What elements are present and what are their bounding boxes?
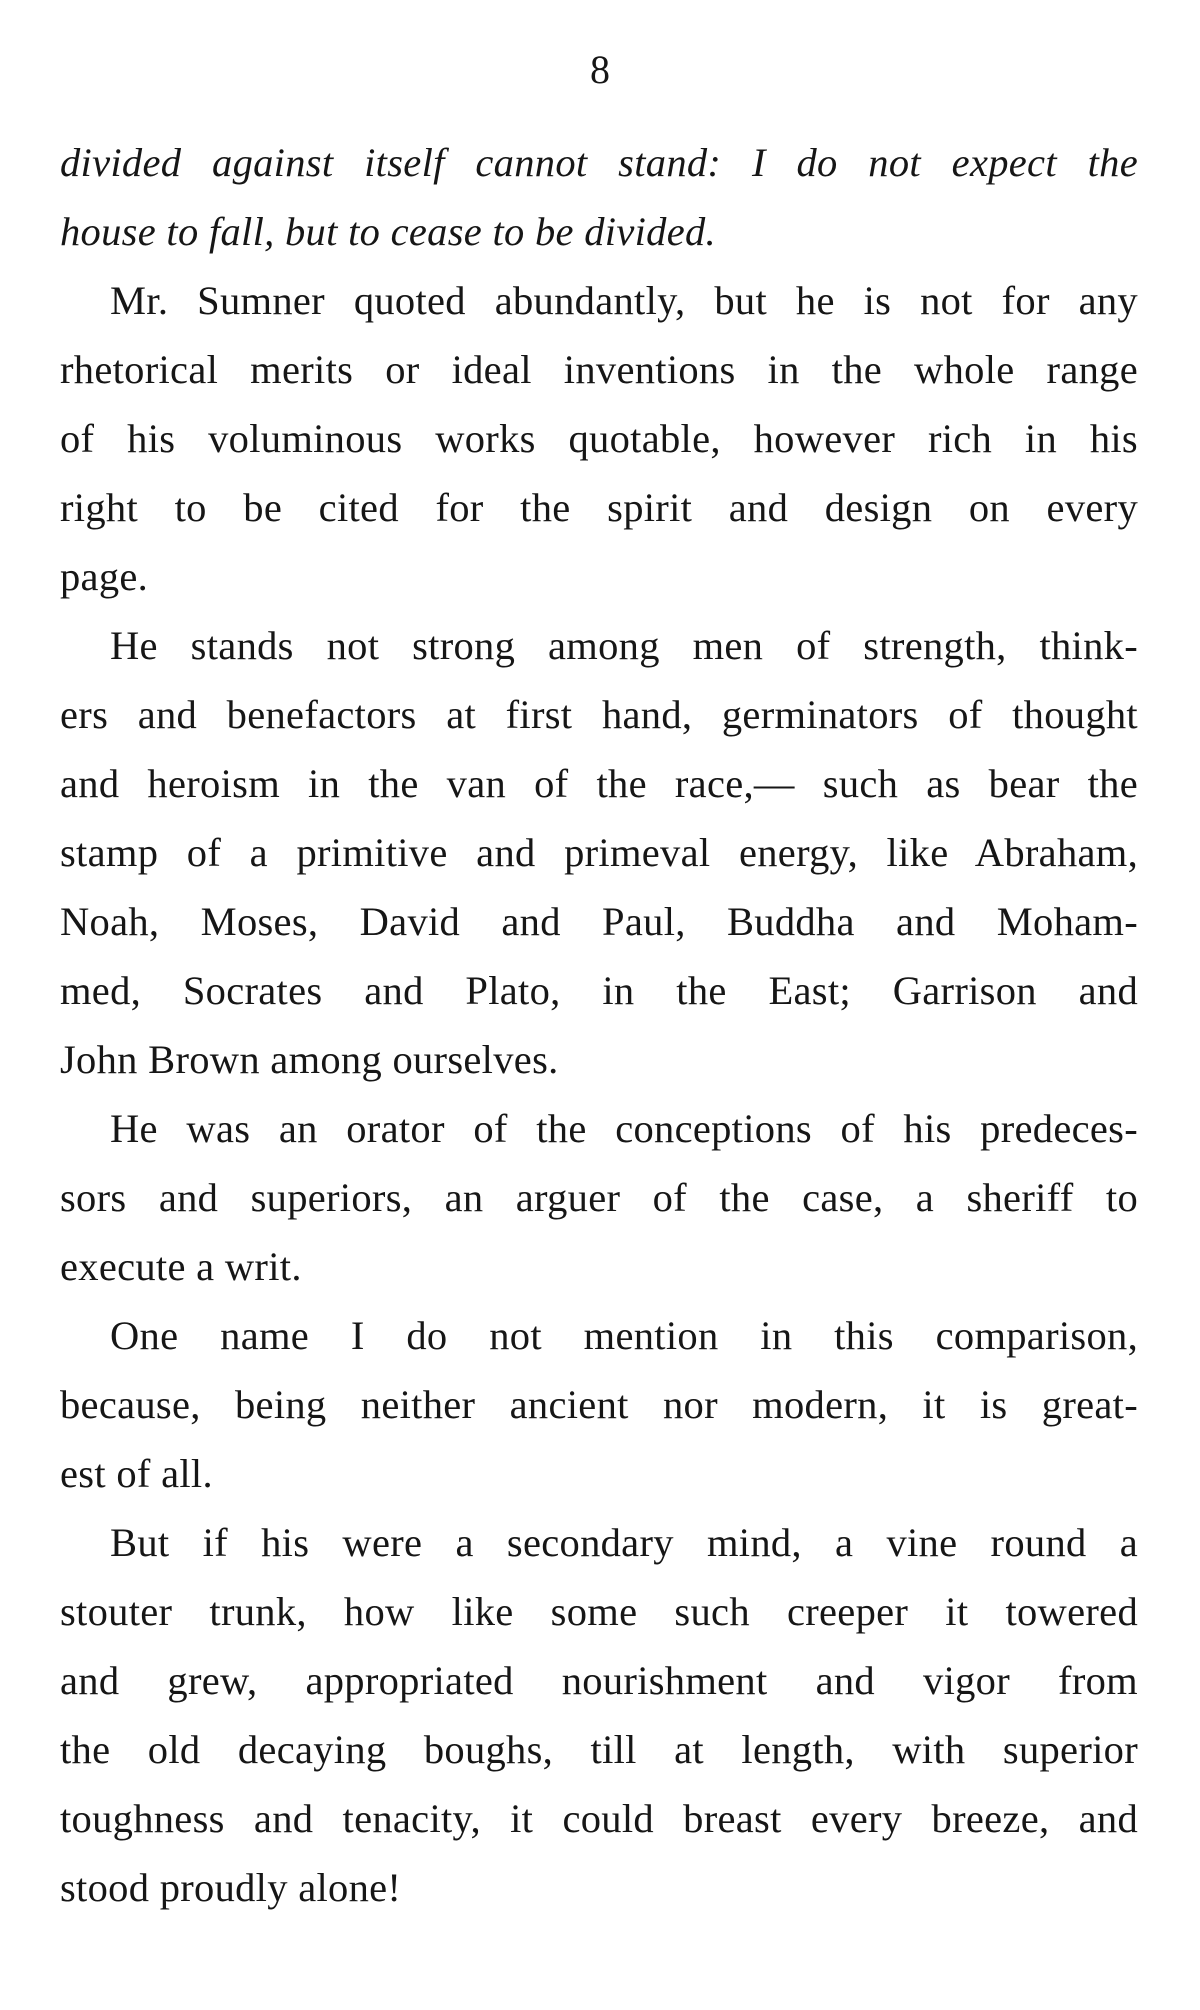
text-line: Mr. Sumner quoted abundantly, but he is not for any bbox=[110, 278, 1138, 323]
text-line: But if his were a secondary mind, a vine round a bbox=[110, 1520, 1138, 1565]
text-line: John Brown among ourselves. bbox=[60, 1037, 559, 1082]
text-line: because, being neither ancient nor modern, it is great- bbox=[60, 1382, 1138, 1427]
text-line: execute a writ. bbox=[60, 1244, 302, 1289]
page-number: 8 bbox=[590, 47, 610, 92]
text-line: He stands not strong among men of strength, think- bbox=[110, 623, 1138, 668]
text-line: page. bbox=[60, 554, 149, 599]
text-line: est of all. bbox=[60, 1451, 213, 1496]
text-line: He was an orator of the conceptions of his predeces- bbox=[110, 1106, 1138, 1151]
text-line: the old decaying boughs, till at length, with superior bbox=[60, 1727, 1138, 1772]
text-line: divided against itself cannot stand: I do not expect the bbox=[60, 140, 1138, 185]
text-line: rhetorical merits or ideal inventions in the whole range bbox=[60, 347, 1138, 392]
text-line: stamp of a primitive and primeval energy, like Abraham, bbox=[60, 830, 1138, 875]
text-line: med, Socrates and Plato, in the East; Garrison and bbox=[60, 968, 1138, 1013]
text-line: sors and superiors, an arguer of the case, a sheriff to bbox=[60, 1175, 1138, 1220]
text-line: of his voluminous works quotable, however rich in his bbox=[60, 416, 1138, 461]
paragraph-4 bbox=[60, 1094, 1138, 1301]
text-line: stood proudly alone! bbox=[60, 1865, 402, 1910]
text-line: and grew, appropriated nourishment and vigor from bbox=[60, 1658, 1138, 1703]
paragraph-3 bbox=[60, 611, 1138, 1094]
text-line: stouter trunk, how like some such creeper it towered bbox=[60, 1589, 1138, 1634]
text-line: house to fall, but to cease to be divided. bbox=[60, 209, 716, 254]
text-line: One name I do not mention in this comparison, bbox=[110, 1313, 1138, 1358]
text-line: toughness and tenacity, it could breast every breeze, and bbox=[60, 1796, 1138, 1841]
text-line: right to be cited for the spirit and design on every bbox=[60, 485, 1138, 530]
paragraph-6 bbox=[60, 1508, 1138, 1922]
text-line: and heroism in the van of the race,— such as bear the bbox=[60, 761, 1138, 806]
paragraph-2 bbox=[60, 266, 1138, 611]
paragraph-5 bbox=[60, 1301, 1138, 1508]
body-text bbox=[60, 128, 1138, 1922]
text-line: ers and benefactors at first hand, germinators of thought bbox=[60, 692, 1138, 737]
text-line: Noah, Moses, David and Paul, Buddha and Moham- bbox=[60, 899, 1138, 944]
paragraph-1 bbox=[60, 128, 1138, 266]
